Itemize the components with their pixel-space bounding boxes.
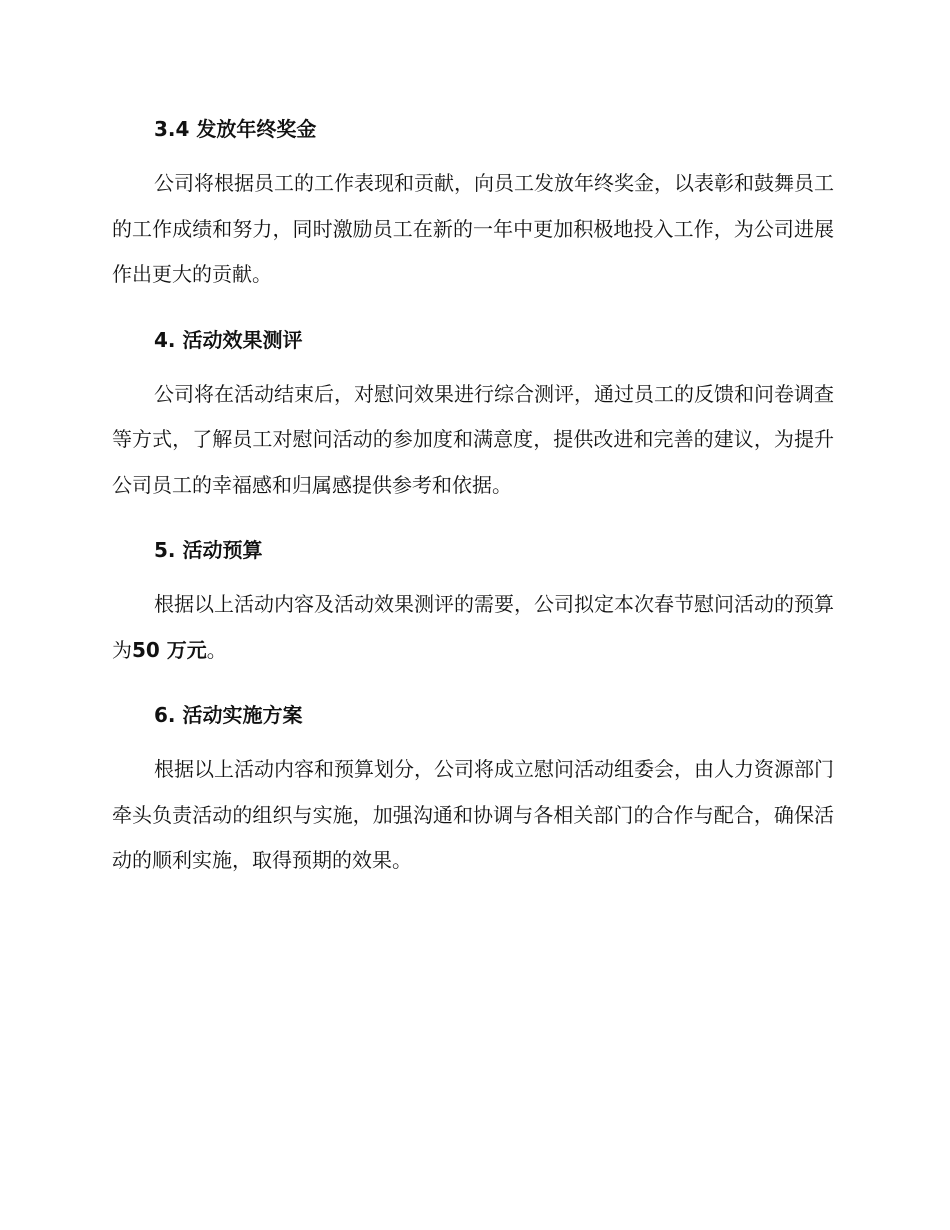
document-page xyxy=(112,112,834,884)
section-heading-activity-budget: 5. 活动预算 xyxy=(154,538,263,562)
section-body-activity-budget xyxy=(112,582,834,673)
section-body-activity-evaluation: 公司将在活动结束后，对慰问效果进行综合测评，通过员工的反馈和问卷调查等方式，了解员工对慰问活动的参加度和满意度，提供改进和完善的建议，为提升公司员工的幸福感和归属感提供参考和依据。 xyxy=(112,381,834,497)
budget-text: 根据以上活动内容及活动效果测评的需要，公司拟定本次春节慰问活动的预算为 xyxy=(112,592,834,662)
section-heading-year-end-bonus: 3.4 发放年终奖金 xyxy=(154,117,317,141)
budget-text-end: 。 xyxy=(206,637,227,662)
section-body-year-end-bonus: 公司将根据员工的工作表现和贡献，向员工发放年终奖金，以表彰和鼓舞员工的工作成绩和努力，同时激励员工在新的一年中更加积极地投入工作，为公司进展作出更大的贡献。 xyxy=(112,171,834,286)
budget-amount: 50 万元 xyxy=(132,637,207,662)
section-heading-implementation-plan: 6. 活动实施方案 xyxy=(154,703,303,727)
section-heading-activity-evaluation: 4. 活动效果测评 xyxy=(154,327,303,352)
section-body-implementation-plan: 根据以上活动内容和预算划分，公司将成立慰问活动组委会，由人力资源部门牵头负责活动的组织与实施，加强沟通和协调与各相关部门的合作与配合，确保活动的顺利实施，取得预期的效果。 xyxy=(112,757,834,872)
